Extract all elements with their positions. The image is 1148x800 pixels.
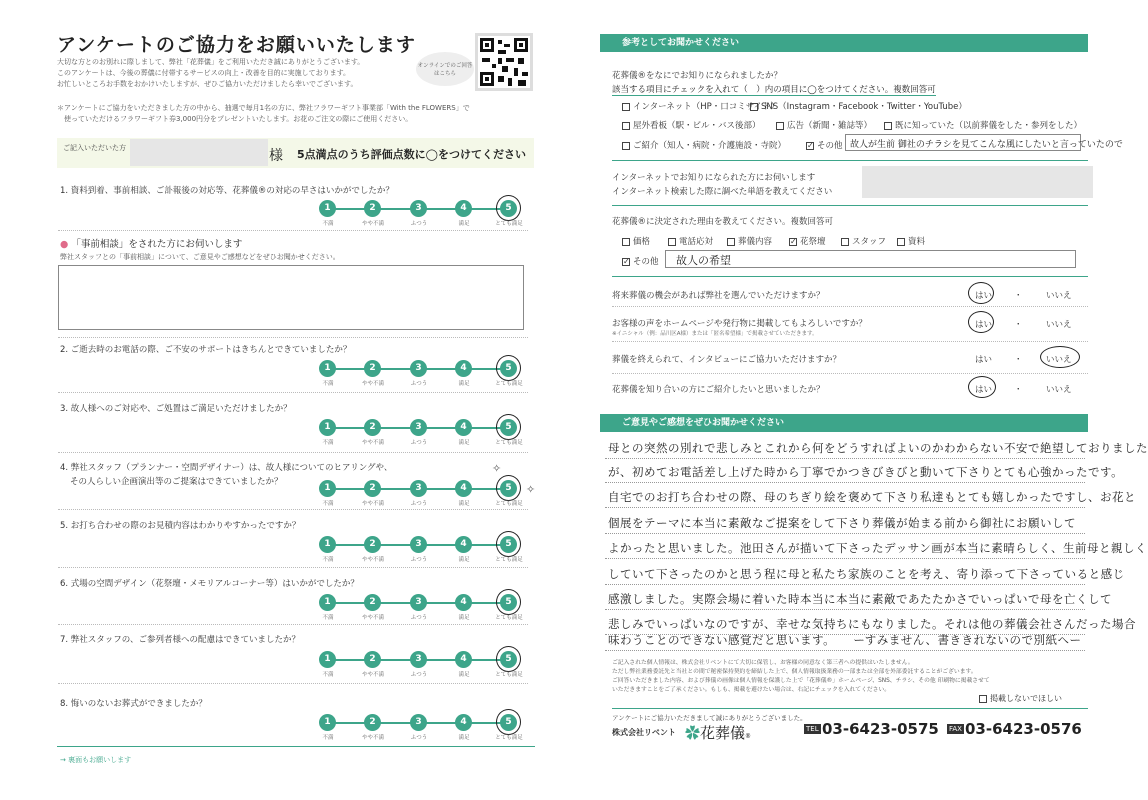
- reason-other-label: その他: [633, 257, 659, 267]
- checkbox[interactable]: [897, 238, 905, 246]
- tel-number[interactable]: 03-6423-0575: [822, 720, 939, 738]
- scale-label: 不満: [322, 735, 334, 741]
- checkbox[interactable]: [841, 238, 849, 246]
- bullet-icon: ●: [60, 239, 72, 250]
- reason-question: 花葬儀®に決定された理由を教えてください。複数回答可: [612, 217, 834, 227]
- rating-option-5[interactable]: 5: [500, 360, 517, 377]
- rating-option-1[interactable]: 1: [319, 651, 336, 668]
- comment-text-4: 個展をテーマに本当に素敵なご提案をして下さり葬儀が始まる前から御社にお願いして: [608, 516, 1076, 530]
- separator: [58, 509, 528, 510]
- separator: [58, 230, 528, 231]
- leaf-icon: ✿: [685, 724, 701, 742]
- rating-scale-3[interactable]: [319, 419, 523, 446]
- fax-number[interactable]: 03-6423-0576: [965, 720, 1082, 738]
- rating-option-2[interactable]: 2: [364, 360, 381, 377]
- privacy-note-line: いただきますことをご了承ください。もしも、掲載を避けたい場合は、右記にチェックを入れてください。: [612, 687, 891, 693]
- no-option[interactable]: いいえ: [1046, 291, 1072, 301]
- reason-other-field[interactable]: 故人の希望: [665, 250, 1076, 268]
- scale-label: ふつう: [410, 672, 428, 678]
- scale-label: とても満足: [495, 381, 523, 387]
- privacy-note-line: ご回答いただきました内容、および葬儀の画像は個人情報を保護した上で「花葬儀®」ホームページ、SNS、チラシ、その他 印刷物に掲載させて: [612, 678, 990, 684]
- comment-line: [605, 533, 1085, 534]
- checkbox[interactable]: [776, 122, 784, 130]
- comment-text-5: よかったと思いました。池田さんが描いて下さったデッサン画が本当に素晴らしく、生前母と親しく: [608, 541, 1147, 555]
- yn-question-1: 将来葬儀の機会があれば弊社を選んでいただけますか？: [612, 291, 825, 301]
- comment-line: [605, 558, 1085, 559]
- rating-scale-4[interactable]: [319, 480, 523, 507]
- intro-line: お忙しいところお手数をおかけいたしますが、ぜひご協力いただけましたら幸いでございます。: [57, 80, 358, 88]
- yes-option[interactable]: はい: [975, 320, 993, 330]
- sama-label: 様: [269, 148, 283, 164]
- rating-option-1[interactable]: 1: [319, 594, 336, 611]
- rating-option-3[interactable]: 3: [410, 360, 427, 377]
- rating-option-5[interactable]: 5: [500, 419, 517, 436]
- rating-option-2[interactable]: 2: [364, 536, 381, 553]
- scale-label: とても満足: [495, 557, 523, 563]
- question-1: 1. 資料到着、事前相談、ご訃報後の対応等、花葬儀®の対応の早さはいかがでしたか？: [60, 186, 394, 196]
- scale-label: とても満足: [495, 440, 523, 446]
- scale-label: とても満足: [495, 672, 523, 678]
- reason-option-label: 資料: [908, 237, 926, 247]
- checkbox[interactable]: [727, 238, 735, 246]
- rating-option-5[interactable]: 5: [500, 200, 517, 217]
- selected-circle: [496, 475, 521, 501]
- rating-option-2[interactable]: 2: [364, 651, 381, 668]
- registered-mark: ®: [745, 733, 752, 740]
- scale-label: 不満: [322, 615, 334, 621]
- checkbox-checked[interactable]: ✓: [623, 256, 630, 266]
- scale-label: とても満足: [495, 615, 523, 621]
- source-question: 花葬儀®をなにでお知りになられましたか？: [612, 71, 783, 81]
- rating-option-2[interactable]: 2: [364, 714, 381, 731]
- instruction-text: 5点満点のうち評価点数に◯をつけてください: [297, 148, 526, 161]
- rating-option-5[interactable]: 5: [500, 536, 517, 553]
- present-note: [57, 103, 537, 125]
- rating-option-4[interactable]: 4: [455, 714, 472, 731]
- reason-option-materials[interactable]: [897, 235, 925, 247]
- scale-label: 満足: [458, 381, 470, 387]
- source-option-known[interactable]: [884, 119, 1082, 131]
- comment-text-8: 悲しみでいっぱいなのですが、幸せな気持ちにもなりました。それは他の葬儀会社さんだった場合: [608, 617, 1136, 631]
- reason-option-other[interactable]: [622, 255, 659, 267]
- selected-oval: [968, 282, 994, 304]
- rating-option-5[interactable]: 5: [500, 651, 517, 668]
- rating-option-1[interactable]: 1: [319, 419, 336, 436]
- source-other-field[interactable]: 故人が生前 御社のチラシを見てこんな風にしたいと言っていたので: [845, 134, 1081, 151]
- comment-text-3: 自宅でのお打ち合わせの際、母のちぎり絵を褒めて下さり私達もとても嬉しかったですし、お花と: [608, 490, 1136, 504]
- scale-label: 不満: [322, 440, 334, 446]
- scale-label: やや不満: [361, 557, 384, 563]
- selected-circle: [496, 414, 521, 440]
- scale-label: 不満: [322, 672, 334, 678]
- internet-question-2: インターネット検索した際に調べた単語を教えてください: [612, 187, 833, 197]
- scale-label: 満足: [458, 735, 470, 741]
- source-note: 該当する項目にチェックを入れて（ ）内の項目に◯をつけてください。複数回答可: [612, 85, 936, 95]
- scale-label: 不満: [322, 557, 334, 563]
- question-4-line2: その人らしい企画演出等のご提案はできていましたか？: [70, 477, 283, 487]
- comment-line: [605, 609, 1085, 610]
- source-option-label: 広告（新聞・雑誌等）: [787, 121, 873, 131]
- checkbox[interactable]: [979, 695, 987, 703]
- brand-name: 花葬儀: [700, 724, 746, 742]
- rating-option-3[interactable]: 3: [410, 419, 427, 436]
- tel-badge: TEL: [806, 725, 819, 733]
- divider: [612, 276, 1088, 277]
- section-header-comments: ご意見やご感想をぜひお聞かせください: [600, 414, 1088, 432]
- question-3: 3. 故人様へのご対応や、ご処置はご満足いただけましたか？: [60, 404, 292, 414]
- selected-oval: [1040, 346, 1080, 368]
- yn-note-2: ※イニシャル（例：品川区A様）または「匿名希望様」で掲載させていただきます。: [612, 331, 818, 337]
- separator: [58, 337, 528, 338]
- question-7: 7. 弊社スタッフの、ご参列者様への配慮はできていましたか？: [60, 635, 300, 645]
- source-option-signboard[interactable]: [622, 119, 761, 131]
- scale-label: やや不満: [361, 440, 384, 446]
- rating-option-5[interactable]: 5: [500, 714, 517, 731]
- reason-option-label: 電話応対: [679, 237, 714, 247]
- search-words-field-redacted[interactable]: [862, 166, 1093, 198]
- company-name: 株式会社リベント: [612, 728, 676, 737]
- present-note-line: ＊アンケートにご協力をいただきました方の中から、抽選で毎月1名の方に、弊社フラワーギフト事業部「With the FLOWERS」で: [57, 104, 470, 112]
- selected-oval: [968, 376, 996, 398]
- reason-option-staff[interactable]: [841, 235, 886, 247]
- no-publish-option[interactable]: [979, 693, 1062, 704]
- separator: [58, 683, 528, 684]
- rating-option-3[interactable]: 3: [410, 651, 427, 668]
- comment-line: [605, 482, 1085, 483]
- comment-text-7: 感激しました。実際会場に着いた時本当に本当に素敵であたたかさでいっぱいで母を亡くして: [608, 592, 1112, 606]
- separator: [612, 306, 1088, 307]
- rating-scale-1[interactable]: [319, 200, 523, 227]
- divider: [612, 160, 1088, 161]
- scale-label: やや不満: [361, 381, 384, 387]
- name-field-redacted[interactable]: [130, 139, 268, 166]
- reason-option-label: 価格: [633, 237, 651, 247]
- section-header-reference: 参考としてお聞かせください: [600, 34, 1088, 52]
- checkbox-checked[interactable]: ✓: [790, 236, 797, 246]
- rating-option-4[interactable]: 4: [455, 480, 472, 497]
- no-publish-label: 掲載しないでほしい: [990, 694, 1062, 703]
- scale-label: とても満足: [495, 735, 523, 741]
- selected-circle: [496, 531, 521, 557]
- rating-option-1[interactable]: 1: [319, 200, 336, 217]
- source-option-ad[interactable]: [776, 119, 872, 131]
- rating-option-1[interactable]: 1: [319, 480, 336, 497]
- comment-line: [605, 584, 1085, 585]
- rating-option-2[interactable]: 2: [364, 594, 381, 611]
- comment-line: [605, 650, 1085, 651]
- rating-option-5[interactable]: 5: [500, 480, 517, 497]
- reason-option-label: スタッフ: [852, 237, 887, 247]
- rating-option-2[interactable]: 2: [364, 419, 381, 436]
- rating-option-4[interactable]: 4: [455, 594, 472, 611]
- consult-title: [60, 236, 242, 250]
- rating-scale-8[interactable]: [319, 714, 523, 741]
- divider: [612, 708, 1088, 709]
- source-option-sns[interactable]: [750, 100, 967, 112]
- scale-label: 不満: [322, 381, 334, 387]
- checkbox[interactable]: [668, 238, 676, 246]
- no-option[interactable]: いいえ: [1046, 355, 1072, 365]
- rating-option-3[interactable]: 3: [410, 536, 427, 553]
- scale-label: ふつう: [410, 221, 428, 227]
- rating-option-4[interactable]: 4: [455, 200, 472, 217]
- scale-label: 満足: [458, 615, 470, 621]
- question-2: 2. ご逝去時のお電話の際、ご不安のサポートはきちんとできていましたか？: [60, 345, 352, 355]
- question-8: 8. 悔いのないお葬式ができましたか？: [60, 699, 207, 709]
- selected-circle: [496, 589, 521, 615]
- no-option[interactable]: いいえ: [1046, 320, 1072, 330]
- comment-text-2: が、初めてお電話差し上げた時から丁寧でかつきびきびと動いて下さりとても心強かったです。: [608, 465, 1124, 479]
- rating-option-4[interactable]: 4: [455, 419, 472, 436]
- privacy-note-line: ご記入された個人情報は、株式会社リベントにて大切に保管し、お客様の同意なく第三者への提供はいたしません。: [612, 660, 914, 666]
- selected-circle: [496, 709, 521, 735]
- reason-option-label: 葬儀内容: [738, 237, 773, 247]
- scale-label: とても満足: [495, 501, 523, 507]
- consult-textarea[interactable]: [58, 265, 524, 330]
- source-option-label: その他: [817, 141, 843, 151]
- name-label: ご記入いただいた方: [63, 144, 126, 152]
- checkbox[interactable]: [622, 122, 630, 130]
- rating-option-3[interactable]: 3: [410, 594, 427, 611]
- scale-label: 満足: [458, 440, 470, 446]
- reason-option-price[interactable]: [622, 235, 650, 247]
- checkbox-checked[interactable]: ✓: [807, 140, 814, 150]
- scale-label: ふつう: [410, 615, 428, 621]
- footer-line: [57, 746, 535, 747]
- question-6: 6. 式場の空間デザイン（花祭壇・メモリアルコーナー等）はいかがでしたか？: [60, 579, 359, 589]
- reason-option-altar[interactable]: [789, 235, 826, 247]
- comment-text-6: していて下さったのかと思う程に母と私たち家族のことを考え、寄り添って下さっていると感じ: [608, 567, 1125, 581]
- source-option-referral[interactable]: [622, 139, 786, 151]
- rating-option-4[interactable]: 4: [455, 651, 472, 668]
- separator: [58, 392, 528, 393]
- selected-circle: [496, 195, 521, 221]
- scale-label: 満足: [458, 557, 470, 563]
- scale-label: ふつう: [410, 557, 428, 563]
- privacy-note-line: ただし弊社業務委託先と当社との間で秘密保持契約を締結した上で、個人情報取扱業務の一部または全部を外部委託することがございます。: [612, 669, 977, 675]
- source-option-label: インターネット（HP・口コミサイト）: [633, 102, 780, 112]
- comment-line: [605, 458, 1085, 459]
- checkbox[interactable]: [622, 142, 630, 150]
- present-note-line: 使っていただけるフラワーギフト券3,000円分をプレゼントいたします。お花のご注文の際にご使用ください。: [57, 115, 413, 123]
- rating-option-3[interactable]: 3: [410, 200, 427, 217]
- rating-option-4[interactable]: 4: [455, 360, 472, 377]
- scale-label: ふつう: [410, 440, 428, 446]
- rating-scale-5[interactable]: [319, 536, 523, 563]
- qr-code-icon[interactable]: [475, 33, 533, 91]
- rating-scale-2[interactable]: [319, 360, 523, 387]
- scale-label: 不満: [322, 501, 334, 507]
- comment-text-1: 母との突然の別れで悲しみとこれから何をどうすればよいのかわからない不安で絶望しておりました: [608, 441, 1148, 455]
- scale-label: 満足: [458, 221, 470, 227]
- scale-label: とても満足: [495, 221, 523, 227]
- reason-option-phone[interactable]: [668, 235, 713, 247]
- yn-question-2: お客様の声をホームページや発行物に掲載してもよろしいですか？: [612, 319, 867, 329]
- separator: [612, 341, 1088, 342]
- intro-line: このアンケートは、今後の葬儀に付帯するサービスの向上・改善を目的に実施しております。: [57, 69, 351, 77]
- question-5: 5. お打ち合わせの際のお見積内容はわかりやすかったですか？: [60, 521, 301, 531]
- rating-option-1[interactable]: 1: [319, 536, 336, 553]
- sparkle-icon: ✧: [526, 483, 536, 496]
- brand-logo: [685, 722, 751, 743]
- comment-line: [605, 507, 1085, 508]
- dot-separator: ・: [1014, 320, 1023, 330]
- fax-badge: FAX: [949, 725, 962, 733]
- yes-option[interactable]: はい: [975, 385, 993, 395]
- yn-question-3: 葬儀を終えられて、インタビューにご協力いただけますか？: [612, 355, 841, 365]
- separator: [58, 567, 528, 568]
- rating-option-4[interactable]: 4: [455, 536, 472, 553]
- scale-label: やや不満: [361, 735, 384, 741]
- intro-text: [57, 57, 417, 90]
- no-option[interactable]: いいえ: [1046, 385, 1072, 395]
- scale-label: 満足: [458, 501, 470, 507]
- rating-option-1[interactable]: 1: [319, 360, 336, 377]
- divider: [612, 205, 1088, 206]
- comment-text-9: 味わうことのできない感覚だと思います。 ーすみません、書ききれないので別紙へー: [608, 633, 1082, 647]
- separator: [58, 452, 528, 453]
- separator: [58, 624, 528, 625]
- scale-label: ふつう: [410, 501, 428, 507]
- rating-option-2[interactable]: 2: [364, 200, 381, 217]
- dot-separator: ・: [1014, 385, 1023, 395]
- consult-subtitle: 弊社スタッフとの「事前相談」について、ご意見やご感想などをぜひお聞かせください。: [60, 253, 340, 261]
- checkbox[interactable]: [622, 103, 630, 111]
- checkbox[interactable]: [622, 238, 630, 246]
- rating-option-5[interactable]: 5: [500, 594, 517, 611]
- separator: [612, 373, 1088, 374]
- scale-label: ふつう: [410, 381, 428, 387]
- dot-separator: ・: [1014, 291, 1023, 301]
- scale-label: やや不満: [361, 615, 384, 621]
- scale-label: やや不満: [361, 221, 384, 227]
- checkbox[interactable]: [884, 122, 892, 130]
- online-badge: オンラインでのご回答はこちら: [416, 52, 474, 86]
- scale-label: ふつう: [410, 735, 428, 741]
- footer-text: → 裏面もお願いします: [60, 756, 132, 764]
- source-option-label: SNS（Instagram・Facebook・Twitter・YouTube）: [761, 102, 967, 112]
- dot-separator: ・: [1014, 355, 1023, 365]
- intro-line: 大切な方とのお別れに際しまして、弊社「花葬儀」をご利用いただき誠にありがとうございます。: [57, 58, 365, 66]
- yes-option[interactable]: はい: [975, 355, 993, 365]
- rating-option-2[interactable]: 2: [364, 480, 381, 497]
- internet-question: インターネットでお知りになられた方にお伺いします: [612, 173, 816, 183]
- scale-label: 満足: [458, 672, 470, 678]
- question-4: 4. 弊社スタッフ（プランナー・空間デザイナー）は、故人様についてのヒアリングや、: [60, 463, 393, 473]
- reason-option-content[interactable]: [727, 235, 772, 247]
- selected-circle: [496, 355, 521, 381]
- source-option-label: 屋外看板（駅・ビル・バス後部）: [633, 121, 761, 131]
- rating-scale-7[interactable]: [319, 651, 523, 678]
- reason-option-label: 花祭壇: [800, 237, 826, 247]
- thanks-text: アンケートにご協力いただきまして誠にありがとうございました。: [612, 714, 807, 722]
- privacy-notes: [612, 659, 1092, 695]
- checkbox[interactable]: [750, 103, 758, 111]
- scale-label: 不満: [322, 221, 334, 227]
- scale-label: やや不満: [361, 672, 384, 678]
- source-option-label: ご紹介（知人・病院・介護施設・寺院）: [633, 141, 787, 151]
- scale-label: やや不満: [361, 501, 384, 507]
- rating-option-3[interactable]: 3: [410, 714, 427, 731]
- rating-option-3[interactable]: 3: [410, 480, 427, 497]
- source-option-other[interactable]: [806, 139, 843, 151]
- source-option-label: 既に知っていた（以前葬儀をした・参列をした）: [895, 121, 1083, 131]
- rating-scale-6[interactable]: [319, 594, 523, 621]
- selected-oval: [968, 311, 994, 333]
- consult-title-text: 「事前相談」をされた方にお伺いします: [71, 239, 243, 250]
- yes-option[interactable]: はい: [975, 291, 993, 301]
- selected-circle: [496, 646, 521, 672]
- sparkle-icon: ✧: [492, 462, 502, 475]
- yn-question-4: 花葬儀を知り合いの方にご紹介したいと思いましたか？: [612, 385, 825, 395]
- rating-option-1[interactable]: 1: [319, 714, 336, 731]
- survey-title: アンケートのご協力をお願いいたします: [57, 34, 416, 56]
